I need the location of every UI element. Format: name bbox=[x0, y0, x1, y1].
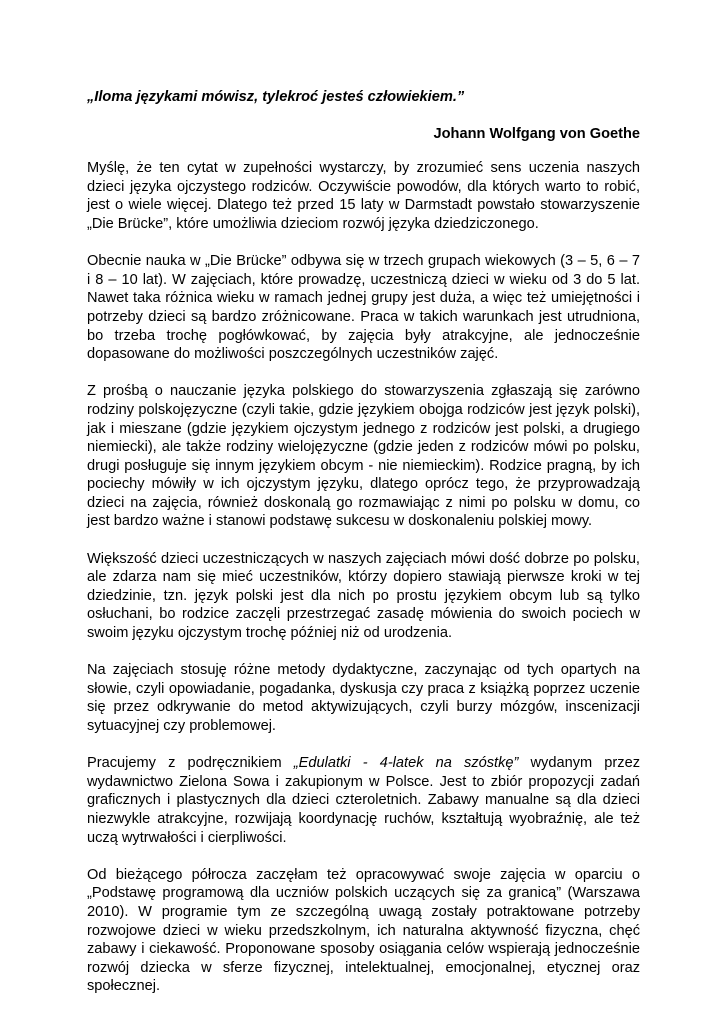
goethe-quote: „Iloma językami mówisz, tylekroć jesteś człowiekiem.” bbox=[87, 89, 465, 105]
paragraph-6-intro: Pracujemy z podręcznikiem bbox=[87, 755, 294, 772]
quote-author: Johann Wolfgang von Goethe bbox=[433, 125, 640, 142]
paragraph-7: Od bieżącego półrocza zaczęłam też opracowywać swoje zajęcia w oparciu o „Podstawę programową dla uczniów polskich uczących się za granicą” (Warszawa 2010). W programie tym ze szczególną uwagą zostały potraktowane potrzeby rozwojowe dzieci w wieku przedszkolnym, ich naturalna aktywność fizyczna, chęć zabawy i ciekawość. Proponowane sposoby osiągania celów wspierają jednocześnie rozwój dziecka w sferze fizycznej, intelektualnej, emocjonalnej, etycznej oraz społecznej. bbox=[87, 866, 640, 995]
paragraph-5: Na zajęciach stosuję różne metody dydaktyczne, zaczynając od tych opartych na słowie, czyli opowiadanie, pogadanka, dyskusja czy praca z książką poprzez uczenie się przez odkrywanie do metod aktywizujących, czyli burzy mózgów, inscenizacji sytuacyjnej czy problemowej. bbox=[87, 662, 640, 734]
paragraph-6 bbox=[87, 754, 640, 847]
textbook-title: „Edulatki - 4-latek na szóstkę” bbox=[293, 755, 519, 772]
document-page bbox=[87, 88, 640, 1015]
paragraph-1: Myślę, że ten cytat w zupełności wystarczy, by zrozumieć sens uczenia naszych dzieci języka ojczystego rodziców. Oczywiście powodów, dla których warto to robić, jest o wiele więcej. Dlatego też przed 15 laty w Darmstadt powstało stowarzyszenie „Die Brücke”, które umożliwia dzieciom rozwój języka dziedziczonego. bbox=[87, 160, 640, 232]
paragraph-3: Z prośbą o nauczanie języka polskiego do stowarzyszenia zgłaszają się zarówno rodziny polskojęzyczne (czyli takie, gdzie językiem obojga rodziców jest język polski), jak i mieszane (gdzie językiem ojczystym jednego z rodziców jest polski, a drugiego niemiecki), ale także rodziny wielojęzyczne (gdzie jeden z rodziców mówi po polsku, drugi posługuje się innym językiem obcym - nie niemieckim). Rodzice pragną, by ich pociechy mówiły w ich ojczystym języku, dlatego oprócz tego, że przyprowadzają dzieci na zajęcia, również doskonalą go rozmawiając z nimi po polsku w domu, co jest bardzo ważne i stanowi podstawę sukcesu w doskonaleniu polskiej mowy. bbox=[87, 383, 640, 530]
paragraph-2: Obecnie nauka w „Die Brücke” odbywa się w trzech grupach wiekowych (3 – 5, 6 – 7 i 8 – 10 lat). W zajęciach, które prowadzę, uczestniczą dzieci w wieku od 3 do 5 lat. Nawet taka różnica wieku w ramach jednej grupy jest duża, a więc też umiejętności i potrzeby dzieci są bardzo zróżnicowane. Praca w takich warunkach jest utrudniona, bo trzeba trochę pogłówkować, by zajęcia były atrakcyjne, ale jednocześnie dopasowane do możliwości poszczególnych uczestników zajęć. bbox=[87, 253, 640, 363]
paragraph-4: Większość dzieci uczestniczących w naszych zajęciach mówi dość dobrze po polsku, ale zdarza nam się mieć uczestników, którzy dopiero stawiają pierwsze kroki w tej dziedzinie, tzn. język polski jest dla nich po prostu językiem obcym lub są tylko osłuchani, bo rodzice zaczęli przestrzegać zasadę mówienia do swoich pociech w swoim języku ojczystym trochę później niż od urodzenia. bbox=[87, 550, 640, 642]
paragraph-6-rest: wydanym przez wydawnictwo Zielona Sowa i zakupionym w Polsce. Jest to zbiór propozycji zadań graficznych i plastycznych dla dzieci czteroletnich. Zabawy manualne są dla dzieci niezwykle atrakcyjne, rozwijają koordynację ruchów, kształtują wyobraźnię, ale też uczą wytrwałości i cierpliwości. bbox=[87, 755, 640, 846]
